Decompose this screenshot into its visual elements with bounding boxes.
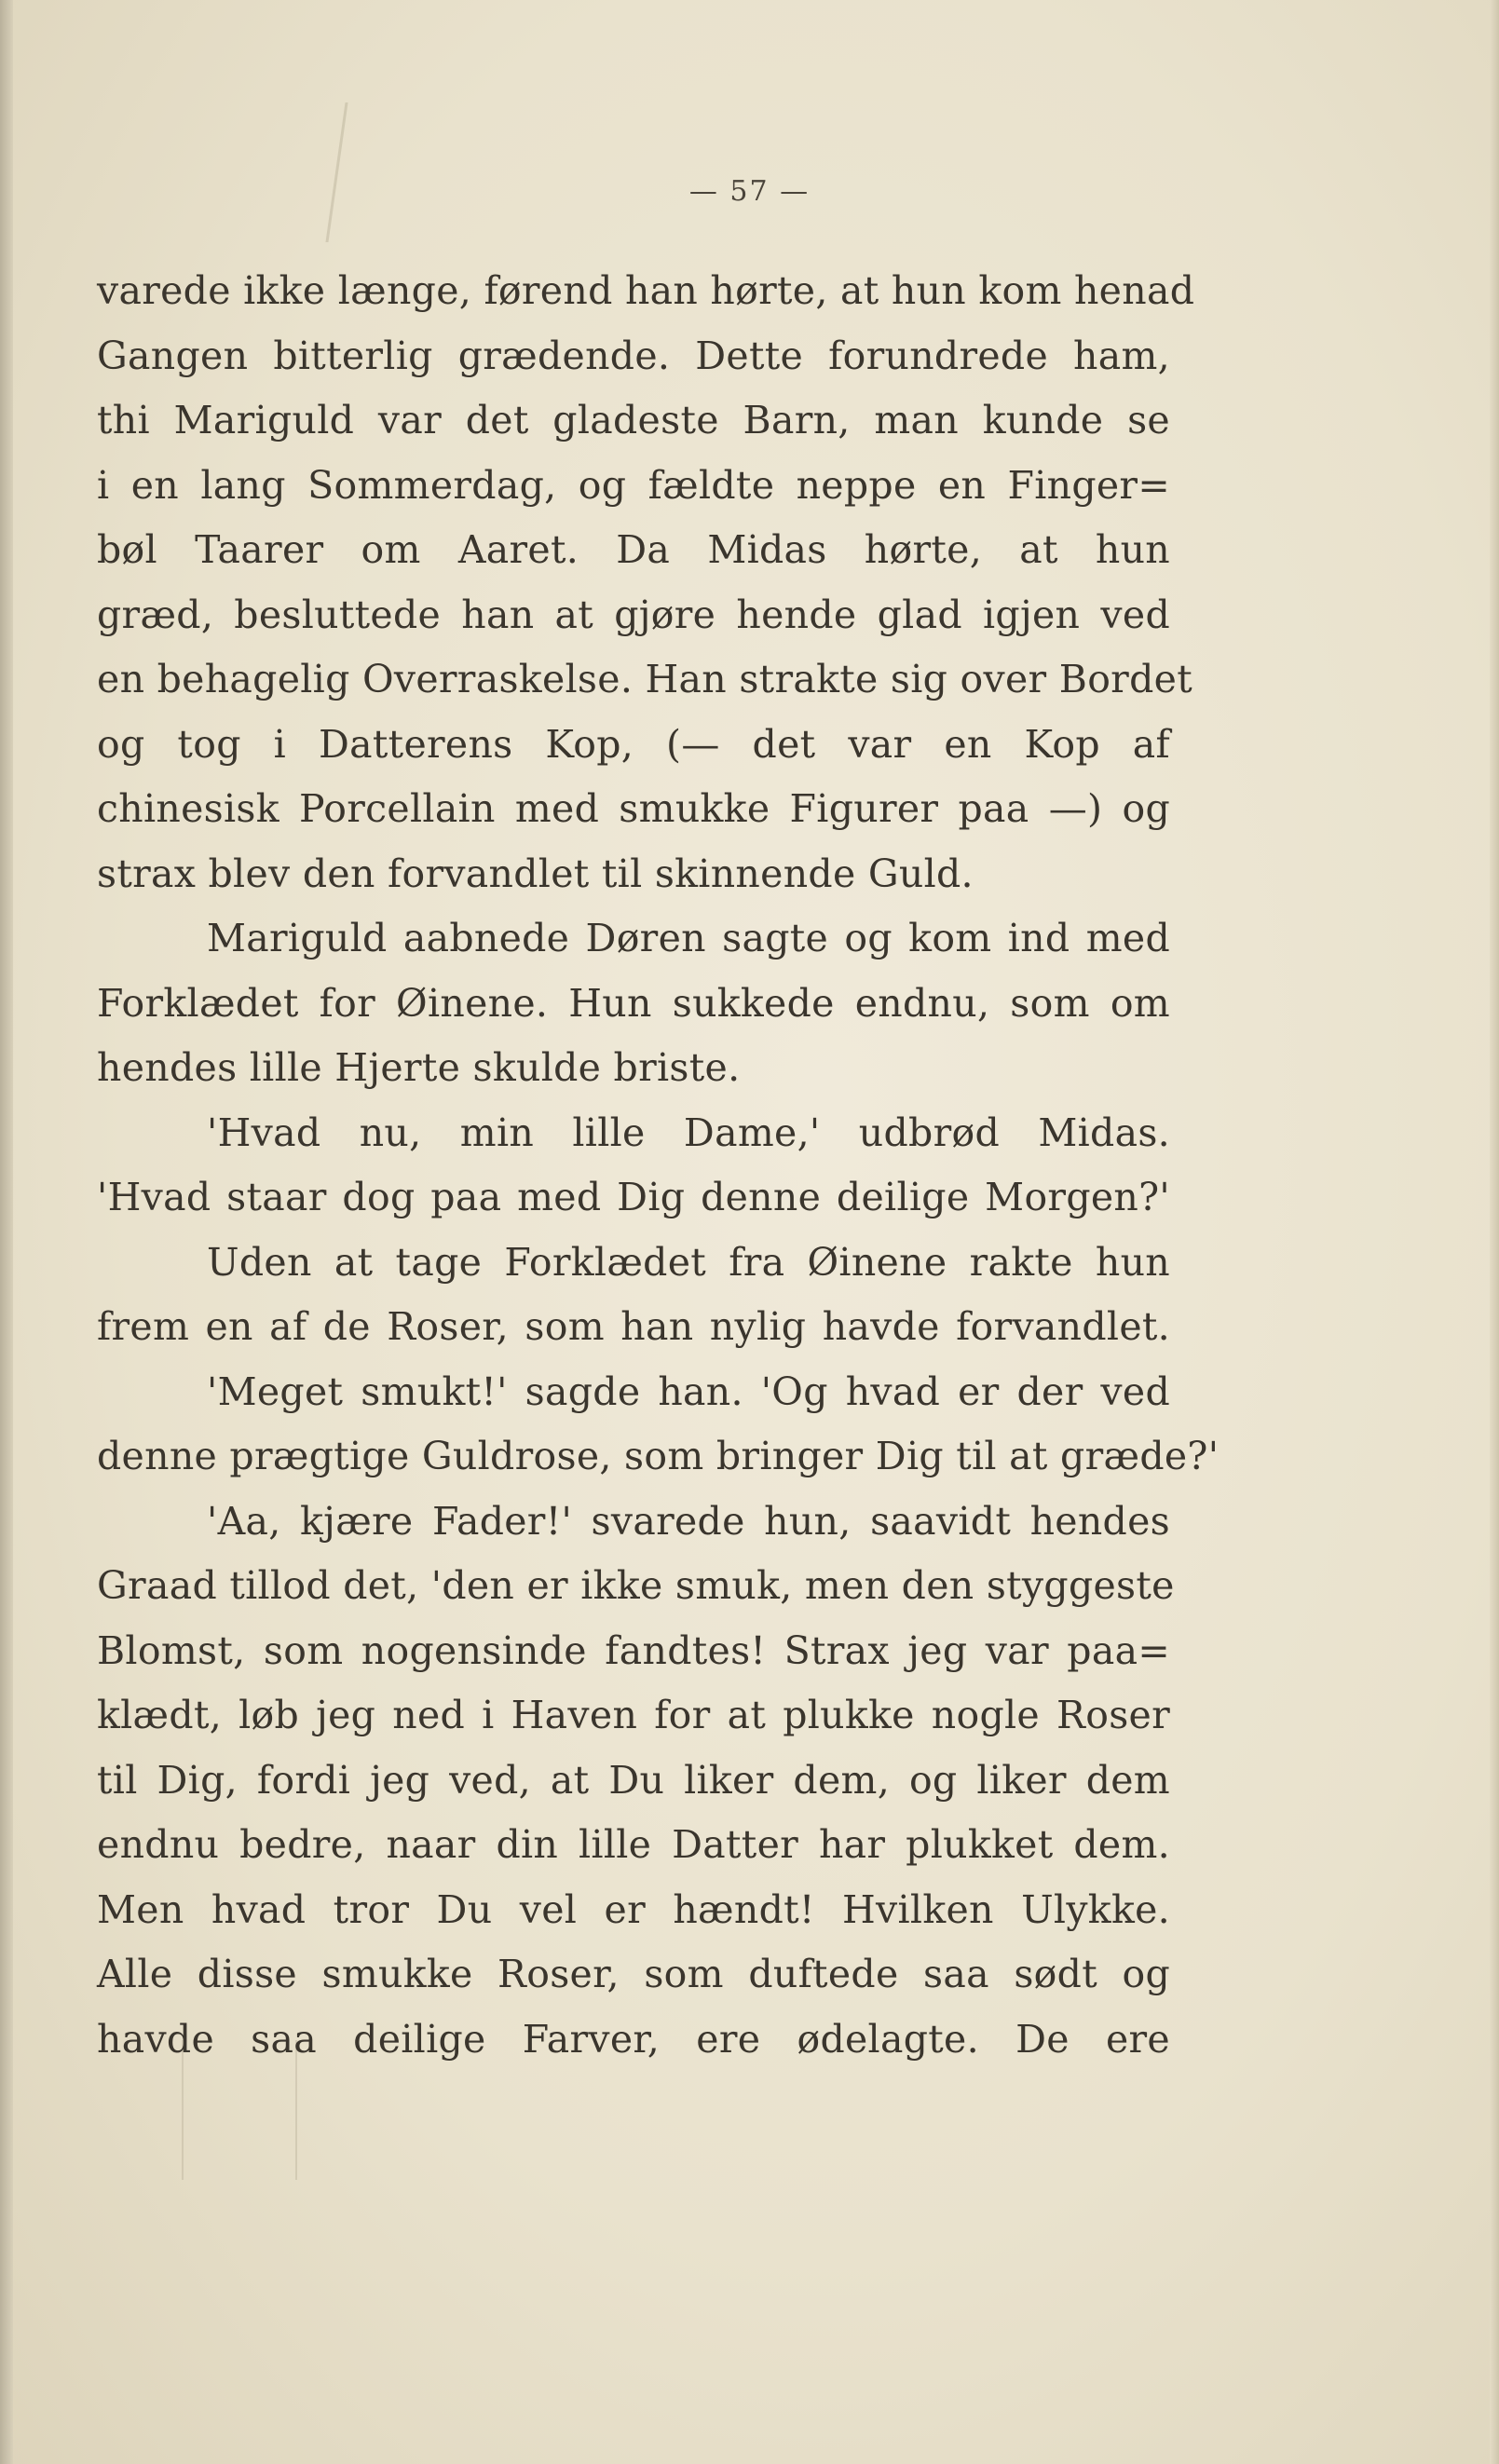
text-line: Gangen bitterlig grædende. Dette forundrede ham, <box>97 333 1170 378</box>
text-line: havde saa deilige Farver, ere ødelagte. De ere <box>97 2016 1170 2062</box>
text-line: 'Hvad nu, min lille Dame,' udbrød Midas. <box>207 1109 1170 1155</box>
text-line: 'Aa, kjære Fader!' svarede hun, saavidt hendes <box>207 1498 1170 1544</box>
text-line: denne prægtige Guldrose, som bringer Dig til at græde?' <box>97 1434 1220 1478</box>
text-line: Alle disse smukke Roser, som duftede saa sødt og <box>97 1952 1170 1996</box>
text-line: hendes lille Hjerte skulde briste. <box>97 1045 741 1090</box>
text-line: i en lang Sommerdag, og fældte neppe en Finger= <box>97 462 1170 508</box>
page-right-edge <box>1490 0 1499 2464</box>
text-line: chinesisk Porcellain med smukke Figurer paa —) og <box>97 786 1170 831</box>
text-line: Men hvad tror Du vel er hændt! Hvilken Ulykke. <box>97 1886 1170 1932</box>
page-left-edge <box>0 0 13 2464</box>
text-line: Blomst, som nogensinde fandtes! Strax jeg var paa= <box>97 1627 1170 1673</box>
text-line: Graad tillod det, 'den er ikke smuk, men den styggeste <box>97 1563 1175 1608</box>
text-line: 'Hvad staar dog paa med Dig denne deilige Morgen?' <box>97 1175 1170 1219</box>
text-line: en behagelig Overraskelse. Han strakte sig over Bordet <box>97 657 1192 701</box>
text-line: og tog i Datterens Kop, (— det var en Kop af <box>97 721 1170 767</box>
text-line: 'Meget smukt!' sagde han. 'Og hvad er der ved <box>207 1368 1170 1414</box>
text-line: Mariguld aabnede Døren sagte og kom ind med <box>207 916 1170 960</box>
text-line: varede ikke længe, førend han hørte, at hun kom henad <box>97 268 1195 313</box>
text-line: Uden at tage Forklædet fra Øinene rakte hun <box>207 1239 1170 1285</box>
text-line: frem en af de Roser, som han nylig havde forvandlet. <box>97 1304 1170 1349</box>
text-line: til Dig, fordi jeg ved, at Du liker dem, og liker dem <box>97 1757 1170 1803</box>
page-number: — 57 — <box>688 175 811 208</box>
text-line: græd, besluttede han at gjøre hende glad igjen ved <box>97 592 1170 637</box>
show-through-mark <box>269 102 347 242</box>
text-line: thi Mariguld var det gladeste Barn, man kunde se <box>97 398 1170 442</box>
body-text <box>97 259 1220 2072</box>
text-line: klædt, løb jeg ned i Haven for at plukke nogle Roser <box>97 1693 1170 1737</box>
text-line: strax blev den forvandlet til skinnende Guld. <box>97 851 974 896</box>
text-line: endnu bedre, naar din lille Datter har plukket dem. <box>97 1822 1170 1867</box>
text-line: bøl Taarer om Aaret. Da Midas hørte, at hun <box>97 527 1170 572</box>
text-line: Forklædet for Øinene. Hun sukkede endnu, som om <box>97 980 1170 1026</box>
